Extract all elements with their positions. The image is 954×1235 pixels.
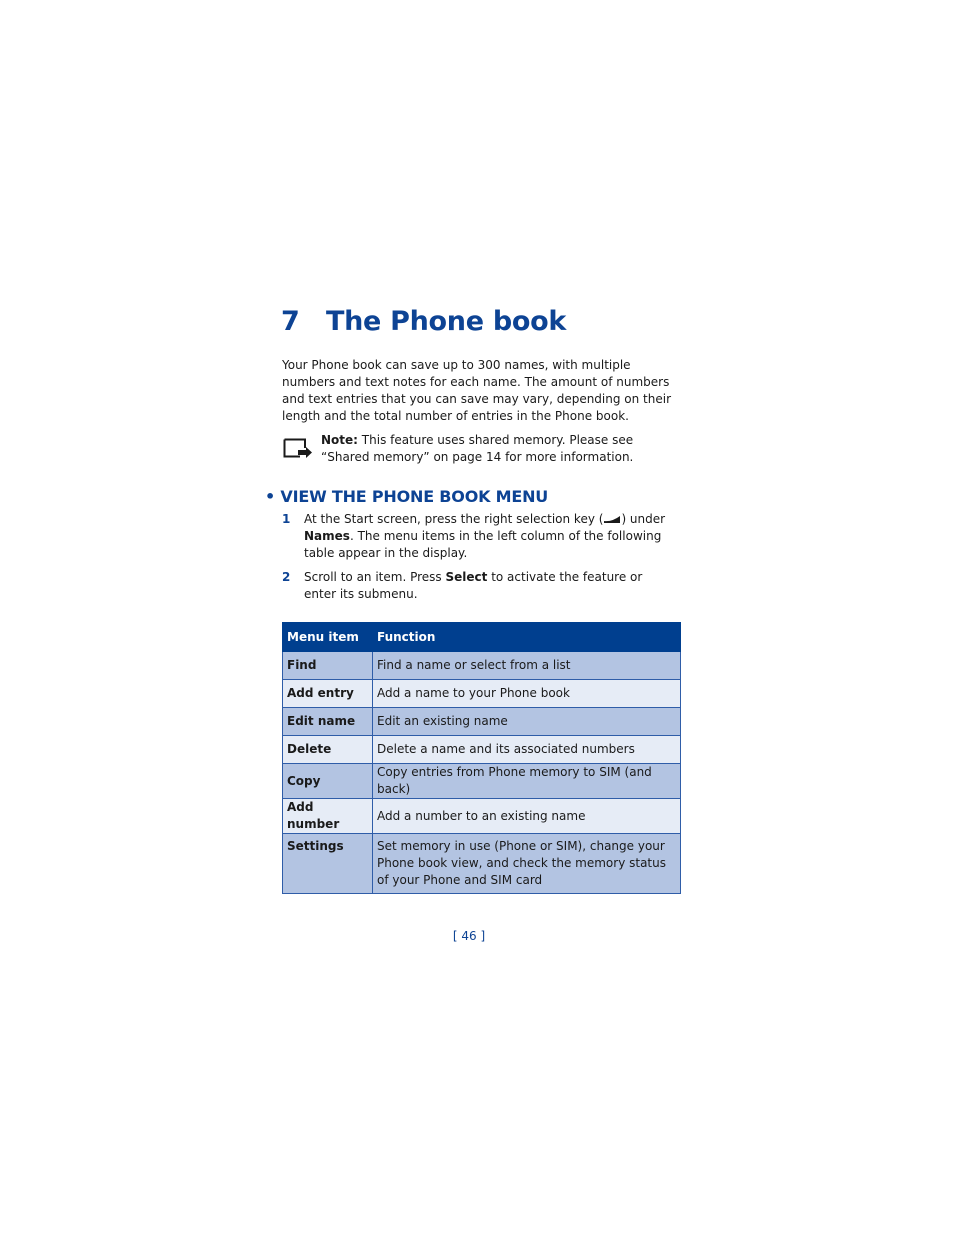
function-cell: Copy entries from Phone memory to SIM (and back) bbox=[373, 764, 681, 799]
function-cell: Add a name to your Phone book bbox=[373, 680, 681, 708]
table-row bbox=[283, 708, 681, 736]
table-row bbox=[283, 834, 681, 894]
chapter-title bbox=[281, 306, 566, 337]
function-cell: Edit an existing name bbox=[373, 708, 681, 736]
note-label: Note: bbox=[321, 433, 358, 447]
table-row bbox=[283, 799, 681, 834]
step-text bbox=[304, 569, 672, 603]
note-body: This feature uses shared memory. Please see “Shared memory” on page 14 for more information. bbox=[321, 433, 634, 464]
note-icon bbox=[283, 437, 313, 459]
step-text-part: to activate the feature or enter its submenu. bbox=[304, 570, 643, 601]
menu-item-cell: Add entry bbox=[283, 680, 373, 708]
step-bold-word: Names bbox=[304, 529, 350, 543]
menu-item-cell: Settings bbox=[283, 834, 373, 894]
step-1 bbox=[282, 511, 672, 562]
intro-paragraph: Your Phone book can save up to 300 names, with multiple numbers and text notes for each name. The amount of numbers and text entries that you can save may vary, depending on their length and the total number of entries in the Phone book. bbox=[282, 358, 672, 423]
table-header-row bbox=[283, 623, 681, 652]
step-number: 2 bbox=[282, 570, 291, 584]
step-text bbox=[304, 511, 672, 562]
header-function: Function bbox=[373, 623, 681, 652]
menu-item-cell: Delete bbox=[283, 736, 373, 764]
function-cell: Delete a name and its associated numbers bbox=[373, 736, 681, 764]
table-row bbox=[283, 764, 681, 799]
table-row bbox=[283, 736, 681, 764]
menu-item-cell: Copy bbox=[283, 764, 373, 799]
step-number: 1 bbox=[282, 512, 291, 526]
function-cell: Find a name or select from a list bbox=[373, 652, 681, 680]
chapter-title-text: The Phone book bbox=[326, 306, 567, 337]
chapter-number: 7 bbox=[281, 306, 300, 337]
header-menu-item: Menu item bbox=[283, 623, 373, 652]
function-cell: Set memory in use (Phone or SIM), change your Phone book view, and check the memory status of your Phone and SIM card bbox=[373, 834, 681, 894]
section-heading: • VIEW THE PHONE BOOK MENU bbox=[265, 487, 549, 506]
step-2 bbox=[282, 569, 672, 603]
table-row bbox=[283, 680, 681, 708]
menu-item-cell: Add number bbox=[283, 799, 373, 834]
step-bold-word: Select bbox=[445, 570, 488, 584]
menu-item-cell: Edit name bbox=[283, 708, 373, 736]
step-text-part: Scroll to an item. Press bbox=[304, 570, 446, 584]
table-row bbox=[283, 652, 681, 680]
page-number: [ 46 ] bbox=[452, 929, 486, 943]
menu-table bbox=[282, 622, 681, 894]
step-text-part: ) under bbox=[621, 512, 666, 526]
step-text-part: At the Start screen, press the right selection key ( bbox=[304, 512, 604, 526]
right-selection-key-icon bbox=[603, 515, 621, 524]
menu-item-cell: Find bbox=[283, 652, 373, 680]
note-text bbox=[321, 432, 681, 466]
step-text-part: . The menu items in the left column of the following table appear in the display. bbox=[304, 529, 662, 560]
function-cell: Add a number to an existing name bbox=[373, 799, 681, 834]
